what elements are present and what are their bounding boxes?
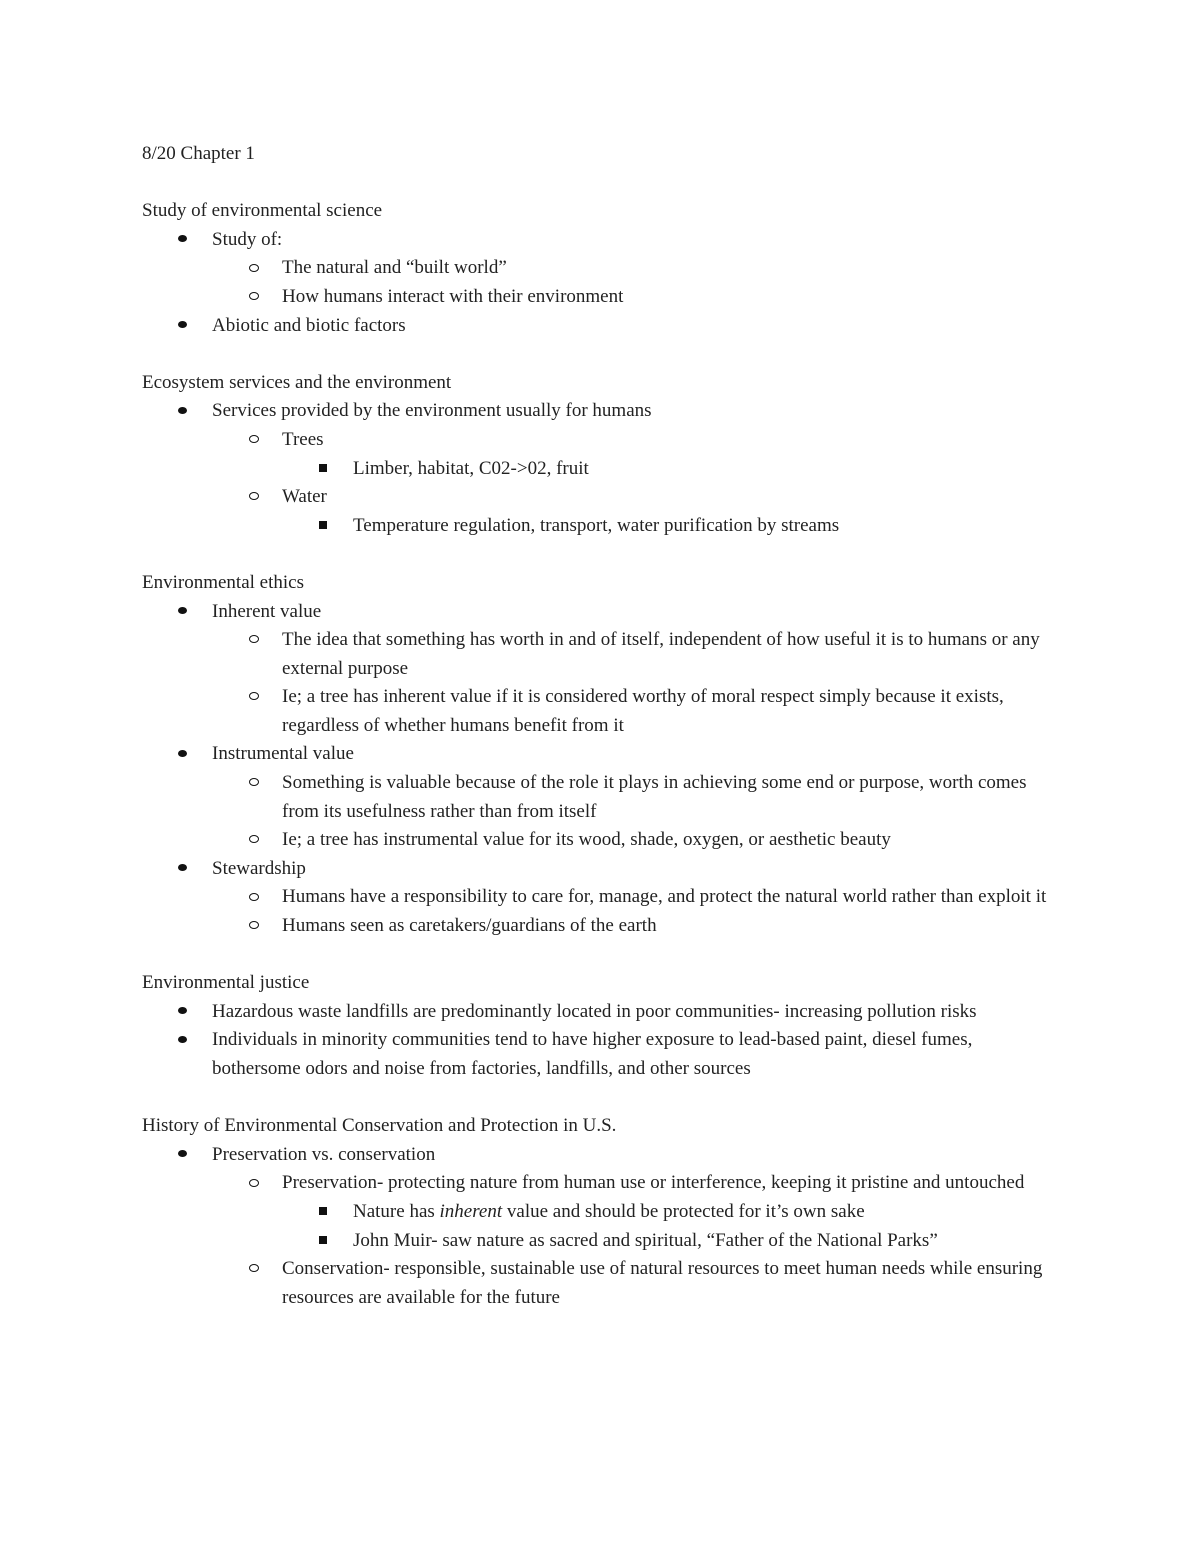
- section-heading: Ecosystem services and the environment: [142, 371, 452, 393]
- section-study-of-environmental-science: [142, 197, 1052, 340]
- list-item-text: Ie; a tree has instrumental value for its wood, shade, oxygen, or aesthetic beauty: [282, 829, 891, 851]
- square-bullet-icon: [319, 455, 327, 484]
- document-body: [142, 140, 1052, 1341]
- hollow-bullet-icon: [249, 483, 259, 512]
- list-item: [142, 283, 1052, 312]
- list-item: [142, 1141, 1052, 1170]
- bullet-list: [142, 998, 1052, 1084]
- hollow-bullet-icon: [249, 826, 259, 855]
- hollow-bullet-icon: [249, 426, 259, 455]
- hollow-bullet-icon: [249, 883, 259, 912]
- filled-bullet-icon: [178, 1026, 187, 1055]
- list-item: [142, 883, 1052, 912]
- list-item-text: Ie; a tree has inherent value if it is considered worthy of moral respect simply because it exists, regardless of whether humans benefit from it: [282, 686, 1004, 736]
- section-environmental-justice: [142, 969, 1052, 1083]
- list-item: [142, 998, 1052, 1027]
- list-item: [142, 626, 1052, 683]
- square-bullet-icon: [319, 1198, 327, 1227]
- list-item: [142, 397, 1052, 426]
- list-item: [142, 1026, 1052, 1083]
- list-item-text: Abiotic and biotic factors: [212, 314, 406, 336]
- list-item-text: Inherent value: [212, 600, 322, 622]
- list-item-text: Hazardous waste landfills are predominantly located in poor communities- increasing pollution risks: [212, 1000, 977, 1022]
- list-item: [142, 912, 1052, 941]
- section-heading: Study of environmental science: [142, 200, 383, 222]
- section-history-conservation: [142, 1112, 1052, 1312]
- list-item: [142, 254, 1052, 283]
- square-bullet-icon: [319, 1227, 327, 1256]
- filled-bullet-icon: [178, 312, 187, 341]
- list-item: [142, 740, 1052, 769]
- list-item: [142, 426, 1052, 455]
- section-heading: History of Environmental Conservation and Protection in U.S.: [142, 1115, 617, 1137]
- filled-bullet-icon: [178, 855, 187, 884]
- list-item-text: Study of:: [212, 228, 283, 250]
- bullet-list: [142, 226, 1052, 340]
- bullet-list: [142, 598, 1052, 941]
- list-item: [142, 1227, 1052, 1256]
- list-item: [142, 826, 1052, 855]
- list-item-text: Preservation- protecting nature from human use or interference, keeping it pristine and untouched: [282, 1172, 1025, 1194]
- list-item-text: Stewardship: [212, 857, 306, 879]
- filled-bullet-icon: [178, 598, 187, 627]
- bullet-list: [142, 397, 1052, 540]
- section-heading: Environmental justice: [142, 972, 310, 994]
- hollow-bullet-icon: [249, 769, 259, 798]
- section-ecosystem-services: [142, 369, 1052, 541]
- filled-bullet-icon: [178, 740, 187, 769]
- list-item: [142, 226, 1052, 255]
- list-item: [142, 312, 1052, 341]
- title-section: [142, 140, 1052, 169]
- page-title: 8/20 Chapter 1: [142, 143, 255, 164]
- emphasis-text: inherent: [439, 1200, 503, 1222]
- list-item-text: Trees: [282, 428, 324, 450]
- text-run: Nature has: [353, 1200, 440, 1222]
- hollow-bullet-icon: [249, 254, 259, 283]
- list-item: [142, 598, 1052, 627]
- text-run: value and should be protected for it’s own sake: [502, 1200, 865, 1222]
- list-item-text: Conservation- responsible, sustainable use of natural resources to meet human needs while ensuring resources are available for the future: [282, 1258, 1043, 1308]
- list-item-text: The natural and “built world”: [282, 257, 507, 279]
- hollow-bullet-icon: [249, 683, 259, 712]
- list-item: [142, 483, 1052, 512]
- bullet-list: [142, 1141, 1052, 1313]
- section-heading: Environmental ethics: [142, 571, 304, 593]
- list-item-text: Services provided by the environment usually for humans: [212, 400, 652, 422]
- filled-bullet-icon: [178, 998, 187, 1027]
- list-item: [142, 855, 1052, 884]
- list-item-text: Humans seen as caretakers/guardians of the earth: [282, 915, 657, 937]
- hollow-bullet-icon: [249, 626, 259, 655]
- list-item-text: Instrumental value: [212, 743, 354, 765]
- list-item: [142, 683, 1052, 740]
- list-item-text: The idea that something has worth in and of itself, independent of how useful it is to humans or any external purpose: [282, 629, 1040, 679]
- filled-bullet-icon: [178, 226, 187, 255]
- list-item: [142, 512, 1052, 541]
- filled-bullet-icon: [178, 1141, 187, 1170]
- hollow-bullet-icon: [249, 1169, 259, 1198]
- list-item: [142, 1169, 1052, 1198]
- list-item-text: Individuals in minority communities tend to have higher exposure to lead-based paint, diesel fumes, bothersome odors and noise from factories, landfills, and other sources: [212, 1029, 973, 1079]
- list-item-text: Humans have a responsibility to care for, manage, and protect the natural world rather than exploit it: [282, 886, 1047, 908]
- list-item: [142, 1198, 1052, 1227]
- square-bullet-icon: [319, 512, 327, 541]
- hollow-bullet-icon: [249, 283, 259, 312]
- list-item: [142, 455, 1052, 484]
- list-item-text: Water: [282, 486, 327, 508]
- list-item-text: How humans interact with their environment: [282, 285, 624, 307]
- hollow-bullet-icon: [249, 1255, 259, 1284]
- list-item-text: John Muir- saw nature as sacred and spiritual, “Father of the National Parks”: [353, 1229, 938, 1251]
- list-item: [142, 769, 1052, 826]
- list-item: [142, 1255, 1052, 1312]
- list-item-text: [353, 1201, 865, 1222]
- list-item-text: Temperature regulation, transport, water purification by streams: [353, 514, 840, 536]
- list-item-text: Preservation vs. conservation: [212, 1143, 436, 1165]
- list-item-text: Something is valuable because of the role it plays in achieving some end or purpose, worth comes from its usefulness rather than from itself: [282, 772, 1027, 822]
- hollow-bullet-icon: [249, 912, 259, 941]
- filled-bullet-icon: [178, 397, 187, 426]
- section-environmental-ethics: [142, 569, 1052, 941]
- list-item-text: Limber, habitat, C02->02, fruit: [353, 457, 589, 479]
